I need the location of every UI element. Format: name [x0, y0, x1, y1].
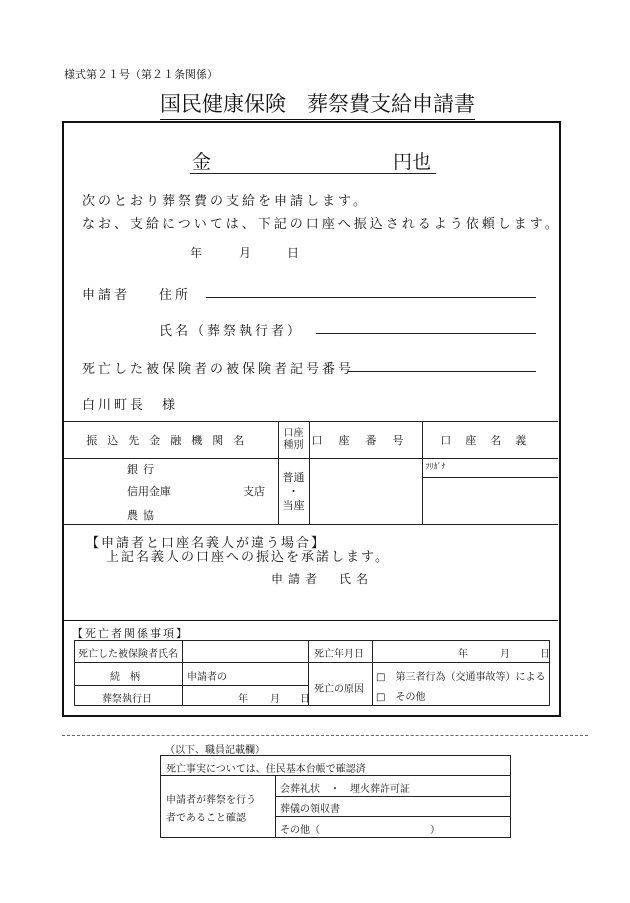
date-day-label: 日: [287, 246, 300, 260]
staff-col-line: [275, 775, 276, 837]
death-col-line-3: [372, 640, 373, 706]
insured-number-label: 死亡した被保険者の被保険者記号番号: [82, 362, 355, 377]
address-label: 住所: [159, 288, 192, 303]
account-type-current: 当座: [282, 498, 305, 512]
death-table: [74, 640, 550, 706]
form-title: 国民健康保険 葬祭費支給申請書: [160, 88, 475, 120]
death-row-line-1: [74, 662, 550, 663]
consent-signer: 申請者 氏名: [271, 572, 374, 586]
staff-line-1: [160, 775, 511, 776]
staff-item-receipt[interactable]: 葬儀の領収書: [280, 804, 340, 815]
death-col-line-1: [182, 640, 183, 706]
date-year-label: 年: [190, 246, 203, 260]
consent-text: 上記名義人の口座への振込を承諾します。: [106, 550, 390, 565]
account-type-ordinary: 普通: [282, 470, 305, 484]
header-account-no: 口座番号: [309, 422, 422, 459]
staff-item-other[interactable]: その他（ ）: [280, 825, 440, 836]
furigana-label: ﾌﾘｶﾞﾅ: [423, 459, 559, 478]
cause-label: 死亡の原因: [314, 684, 364, 695]
death-date-label: 死亡年月日: [314, 649, 364, 660]
staff-line1-text: 死亡事実については、住民基本台帳で確認済: [166, 764, 366, 775]
funeral-date-year: 年: [238, 694, 248, 705]
death-date-day: 日: [540, 649, 550, 660]
death-date-month: 月: [500, 649, 510, 660]
relation-value: 申請者の: [187, 672, 227, 683]
death-date-year: 年: [458, 649, 468, 660]
address-field[interactable]: [206, 297, 536, 298]
cause-option-other[interactable]: □ その他: [376, 692, 426, 703]
funeral-date-label: 葬祭執行日: [102, 694, 152, 705]
amount-prefix: 金: [192, 151, 212, 173]
insured-name-label: 死亡した被保険者氏名: [78, 649, 178, 660]
type-agri-coop: 農協: [127, 509, 159, 522]
header-account-type-1: 口座: [283, 428, 304, 439]
type-bank: 銀行: [127, 463, 159, 476]
name-label: 氏名（葬祭執行者）: [159, 324, 304, 339]
funeral-date-month: 月: [270, 694, 280, 705]
name-field[interactable]: [316, 333, 536, 334]
cause-option-third-party[interactable]: □ 第三者行為（交通事故等）による: [376, 672, 546, 683]
account-type-dot: ・: [288, 484, 299, 498]
cut-line: [62, 735, 588, 736]
header-institution: 振込先金融機関名: [63, 422, 278, 459]
account-type-cell[interactable]: [278, 459, 309, 525]
date-month-label: 月: [239, 246, 252, 260]
relation-label: 続 柄: [110, 672, 140, 683]
confirm-label-1: 申請者が葬祭を行う: [166, 795, 256, 806]
header-account-type: [278, 422, 309, 459]
insured-number-field[interactable]: [348, 371, 536, 372]
request-line-1: 次のとおり葬祭費の支給を申請します。: [82, 194, 369, 209]
type-credit-union: 信用金庫: [127, 485, 171, 498]
confirm-label-2: 者であること確認: [166, 813, 246, 824]
request-line-2: なお、支給については、下記の口座へ振込されるよう依頼します。: [82, 217, 561, 232]
bank-table: [63, 421, 558, 525]
amount-field[interactable]: [190, 173, 436, 174]
amount-suffix: 円也: [393, 151, 432, 173]
staff-line-2: [275, 796, 511, 797]
funeral-date-day: 日: [300, 694, 310, 705]
account-name-cell[interactable]: [422, 459, 558, 525]
account-number-cell[interactable]: [309, 459, 422, 525]
branch-label: 支店: [243, 485, 265, 498]
death-row-line-2: [74, 685, 308, 686]
header-account-type-2: 種別: [283, 440, 304, 451]
death-section-title: 【死亡者関係事項】: [72, 627, 189, 640]
header-account-name: 口座名義: [422, 422, 558, 459]
staff-heading: （以下、職員記載欄）: [165, 745, 265, 756]
consent-heading: 【申請者と口座名義人が違う場合】: [86, 536, 327, 551]
institution-cell[interactable]: [63, 459, 278, 525]
staff-line-3: [275, 816, 511, 817]
staff-table: [160, 755, 510, 837]
addressee: 白川町長 様: [82, 398, 179, 413]
death-divider: [63, 620, 558, 621]
applicant-label: 申請者: [82, 288, 131, 303]
form-number: 様式第２１号（第２１条関係）: [64, 68, 218, 81]
staff-item-funeral-docs[interactable]: 会葬礼状 ・ 埋火葬許可証: [280, 784, 410, 795]
